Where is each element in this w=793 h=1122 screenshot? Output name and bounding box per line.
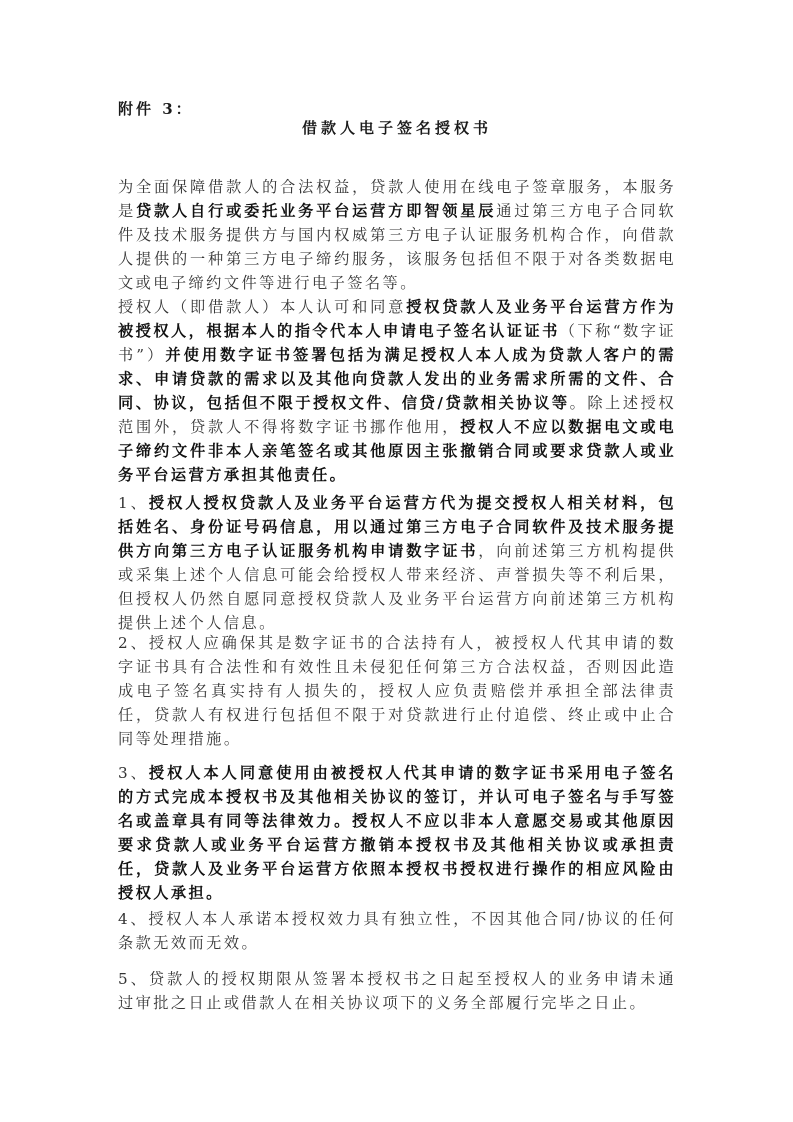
text-run-bold: 授权人本人同意使用由被授权人代其申请的数字证书采用电子签名的方式完成本授权书及其他相关协议的签订，并认可电子签名与手写签名或盖章具有同等法律效力。授权人不应以非本人意愿交易或其他原因要求贷款人或业务平台运营方撤销本授权书及其他相关协议或承担责任，贷款人及业务平台运营方依照本授权书授权进行操作的相应风险由授权人承担。: [118, 764, 676, 903]
intro-paragraph: [118, 175, 676, 295]
attachment-label: 附件 3：: [118, 100, 194, 118]
text-run: 1、: [118, 494, 149, 513]
text-run-bold: 授权人授权贷款人及业务平台运营方代为提交授权人相关材料，包括姓名、身份证号码信息，用以通过第三方电子合同软件及技术服务提供方向第三方电子认证服务机构申请数字证书: [118, 494, 676, 561]
clause-1: [118, 491, 676, 635]
text-run-bold: 授权贷款人及业务平台运营方作为被授权人，根据本人的指令代本人申请电子签名认证证书: [118, 298, 677, 341]
text-run: 。除上述授权范围外，贷款人不得将数字证书挪作他用，: [118, 394, 677, 437]
clause-5: [118, 967, 676, 1015]
text-run: 3、: [118, 764, 149, 783]
authorization-paragraph: [118, 295, 676, 487]
clause-2: [118, 631, 676, 751]
text-run: 通过第三方电子合同软件及技术服务提供方与国内权威第三方电子认证服务机构合作，向借款人提供的一种第三方电子缔约服务，该服务包括但不限于对各类数据电文或电子缔约文件等进行电子签名等。: [118, 202, 677, 293]
text-run: （下称“数字证书”）: [118, 322, 677, 365]
text-run: ，向前述第三方机构提供或采集上述个人信息可能会给授权人带来经济、声誉损失等不利后果，但授权人仍然自愿同意授权贷款人及业务平台运营方向前述第三方机构提供上述个人信息。: [118, 542, 677, 633]
text-run-bold: 并使用数字证书签署包括为满足授权人本人成为贷款人客户的需求、申请贷款的需求以及其他向贷款人发出的业务需求所需的文件、合同、协议，包括但不限于授权文件、信贷/贷款相关协议等: [118, 346, 676, 413]
clause-4: [118, 907, 676, 955]
text-run: 4、授权人本人承诺本授权效力具有独立性，不因其他合同/协议的任何条款无效而无效。: [118, 910, 676, 953]
text-run: 5、贷款人的授权期限从签署本授权书之日起至授权人的业务申请未通过审批之日止或借款人在相关协议项下的义务全部履行完毕之日止。: [118, 970, 676, 1013]
clause-3: [118, 761, 676, 905]
text-run: 2、授权人应确保其是数字证书的合法持有人，被授权人代其申请的数字证书具有合法性和有效性且未侵犯任何第三方合法权益，否则因此造成电子签名真实持有人损失的，授权人应负责赔偿并承担全部法律责任，贷款人有权进行包括但不限于对贷款进行止付追偿、终止或中止合同等处理措施。: [118, 634, 676, 749]
text-run-bold: 贷款人自行或委托业务平台运营方即智领星辰: [136, 202, 497, 221]
text-run: 授权人（即借款人）本人认可和同意: [118, 298, 407, 317]
text-run-bold: 授权人不应以数据电文或电子缔约文件非本人亲笔签名或其他原因主张撤销合同或要求贷款人或业务平台运营方承担其他责任。: [118, 418, 676, 485]
document-title: 借款人电子签名授权书: [301, 119, 492, 137]
text-run: 为全面保障借款人的合法权益，贷款人使用在线电子签章服务，本服务是: [118, 178, 676, 221]
